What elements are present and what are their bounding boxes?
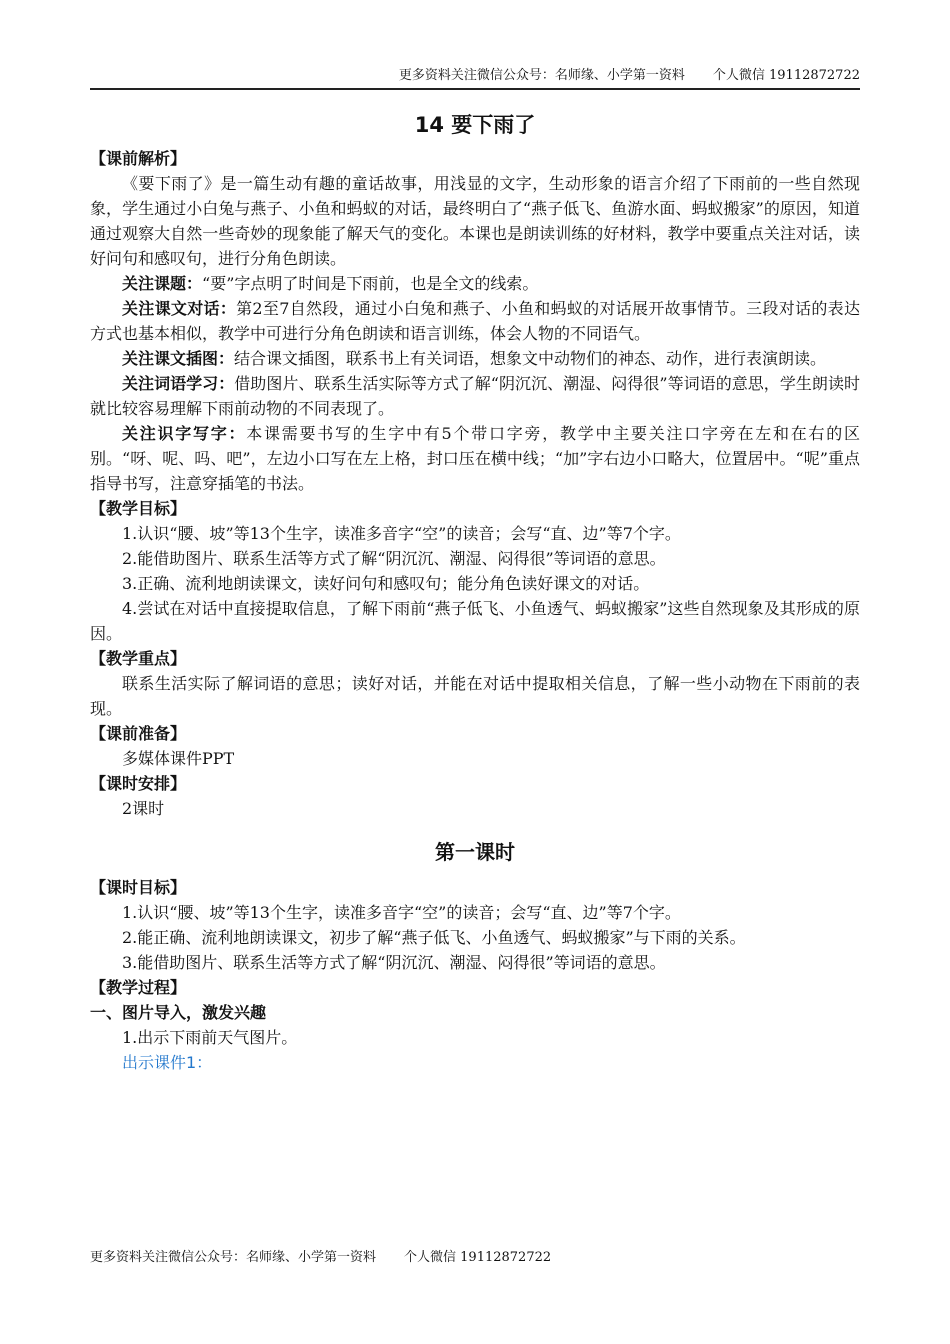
- lesson-title: 第一课时: [435, 840, 515, 864]
- objective-item: 2.能借助图片、联系生活等方式了解“阴沉沉、潮湿、闷得很”等词语的意思。: [122, 549, 666, 568]
- analysis-point: [90, 271, 860, 296]
- analysis-point: [90, 346, 860, 371]
- page-title: 14 要下雨了: [414, 113, 536, 137]
- page-footer: [90, 1248, 551, 1268]
- point-label: 关注识字写字：: [122, 424, 247, 443]
- section-heading-lesson-goals: 【课时目标】: [90, 878, 187, 897]
- section-heading-objectives: 【教学目标】: [90, 499, 187, 518]
- point-text: 结合课文插图，联系书上有关词语，想象文中动物们的神态、动作，进行表演朗读。: [234, 349, 827, 368]
- section-heading-preparation: 【课前准备】: [90, 724, 187, 743]
- schedule-text: 2课时: [122, 799, 165, 818]
- footer-account: 更多资料关注微信公众号：名师缘、小学第一资料: [90, 1250, 377, 1265]
- section-heading-process: 【教学过程】: [90, 978, 187, 997]
- point-text: 本课需要书写的生字中有5个带口字旁，教学中主要关注口字旁在左和在右的区别。“呀、呢、吗、吧”，左边小口写在左上格，封口压在横中线；“加”字右边小口略大，位置居中。“呢”重点指导书写，注意穿插笔的书法。: [90, 424, 860, 493]
- point-label: 关注课文插图：: [122, 349, 235, 368]
- lesson-goal-item: 2.能正确、流利地朗读课文，初步了解“燕子低飞、小鱼透气、蚂蚁搬家”与下雨的关系。: [122, 928, 746, 947]
- header-account: 更多资料关注微信公众号：名师缘、小学第一资料: [398, 68, 685, 83]
- objective-item: 3.正确、流利地朗读课文，读好问句和感叹句；能分角色读好课文的对话。: [122, 574, 650, 593]
- analysis-point: [90, 296, 860, 346]
- point-label: 关注词语学习：: [122, 374, 235, 393]
- step-heading: 一、图片导入，激发兴趣: [90, 1003, 267, 1022]
- page-header: [90, 66, 860, 90]
- objective-item: 4.尝试在对话中直接提取信息，了解下雨前“燕子低飞、小鱼透气、蚂蚁搬家”这些自然现象及其形成的原因。: [90, 599, 860, 643]
- lesson-goal-item: 1.认识“腰、坡”等13个生字，读准多音字“空”的读音；会写“直、边”等7个字。: [122, 903, 681, 922]
- point-label: 关注课题：: [122, 274, 203, 293]
- point-text: 借助图片、联系生活实际等方式了解“阴沉沉、潮湿、闷得很”等词语的意思，学生朗读时就比较容易理解下雨前动物的不同表现了。: [90, 374, 860, 418]
- lesson-goal-item: 3.能借助图片、联系生活等方式了解“阴沉沉、潮湿、闷得很”等词语的意思。: [122, 953, 666, 972]
- courseware-label: 出示课件1：: [122, 1053, 213, 1072]
- objective-item: 1.认识“腰、坡”等13个生字，读准多音字“空”的读音；会写“直、边”等7个字。: [122, 524, 681, 543]
- footer-wechat: 个人微信 19112872722: [404, 1250, 552, 1265]
- section-heading-schedule: 【课时安排】: [90, 774, 187, 793]
- preparation-text: 多媒体课件PPT: [122, 749, 235, 768]
- analysis-point: [90, 421, 860, 496]
- header-wechat: 个人微信 19112872722: [712, 68, 860, 83]
- step-item: 1.出示下雨前天气图片。: [122, 1028, 298, 1047]
- analysis-point: [90, 371, 860, 421]
- point-label: 关注课文对话：: [122, 299, 237, 318]
- key-points-text: 联系生活实际了解词语的意思；读好对话，并能在对话中提取相关信息，了解一些小动物在下雨前的表现。: [90, 674, 860, 718]
- analysis-intro: 《要下雨了》是一篇生动有趣的童话故事，用浅显的文字，生动形象的语言介绍了下雨前的一些自然现象，学生通过小白兔与燕子、小鱼和蚂蚁的对话，最终明白了“燕子低飞、鱼游水面、蚂蚁搬家”的原因，知道通过观察大自然一些奇妙的现象能了解天气的变化。本课也是朗读训练的好材料，教学中要重点关注对话，读好问句和感叹句，进行分角色朗读。: [90, 174, 860, 268]
- section-heading-key-points: 【教学重点】: [90, 649, 187, 668]
- point-text: “要”字点明了时间是下雨前，也是全文的线索。: [202, 274, 539, 293]
- document-body: [90, 108, 860, 1075]
- point-text: 第2至7自然段，通过小白兔和燕子、小鱼和蚂蚁的对话展开故事情节。三段对话的表达方式也基本相似，教学中可进行分角色朗读和语言训练，体会人物的不同语气。: [90, 299, 860, 343]
- section-heading-analysis: 【课前解析】: [90, 149, 187, 168]
